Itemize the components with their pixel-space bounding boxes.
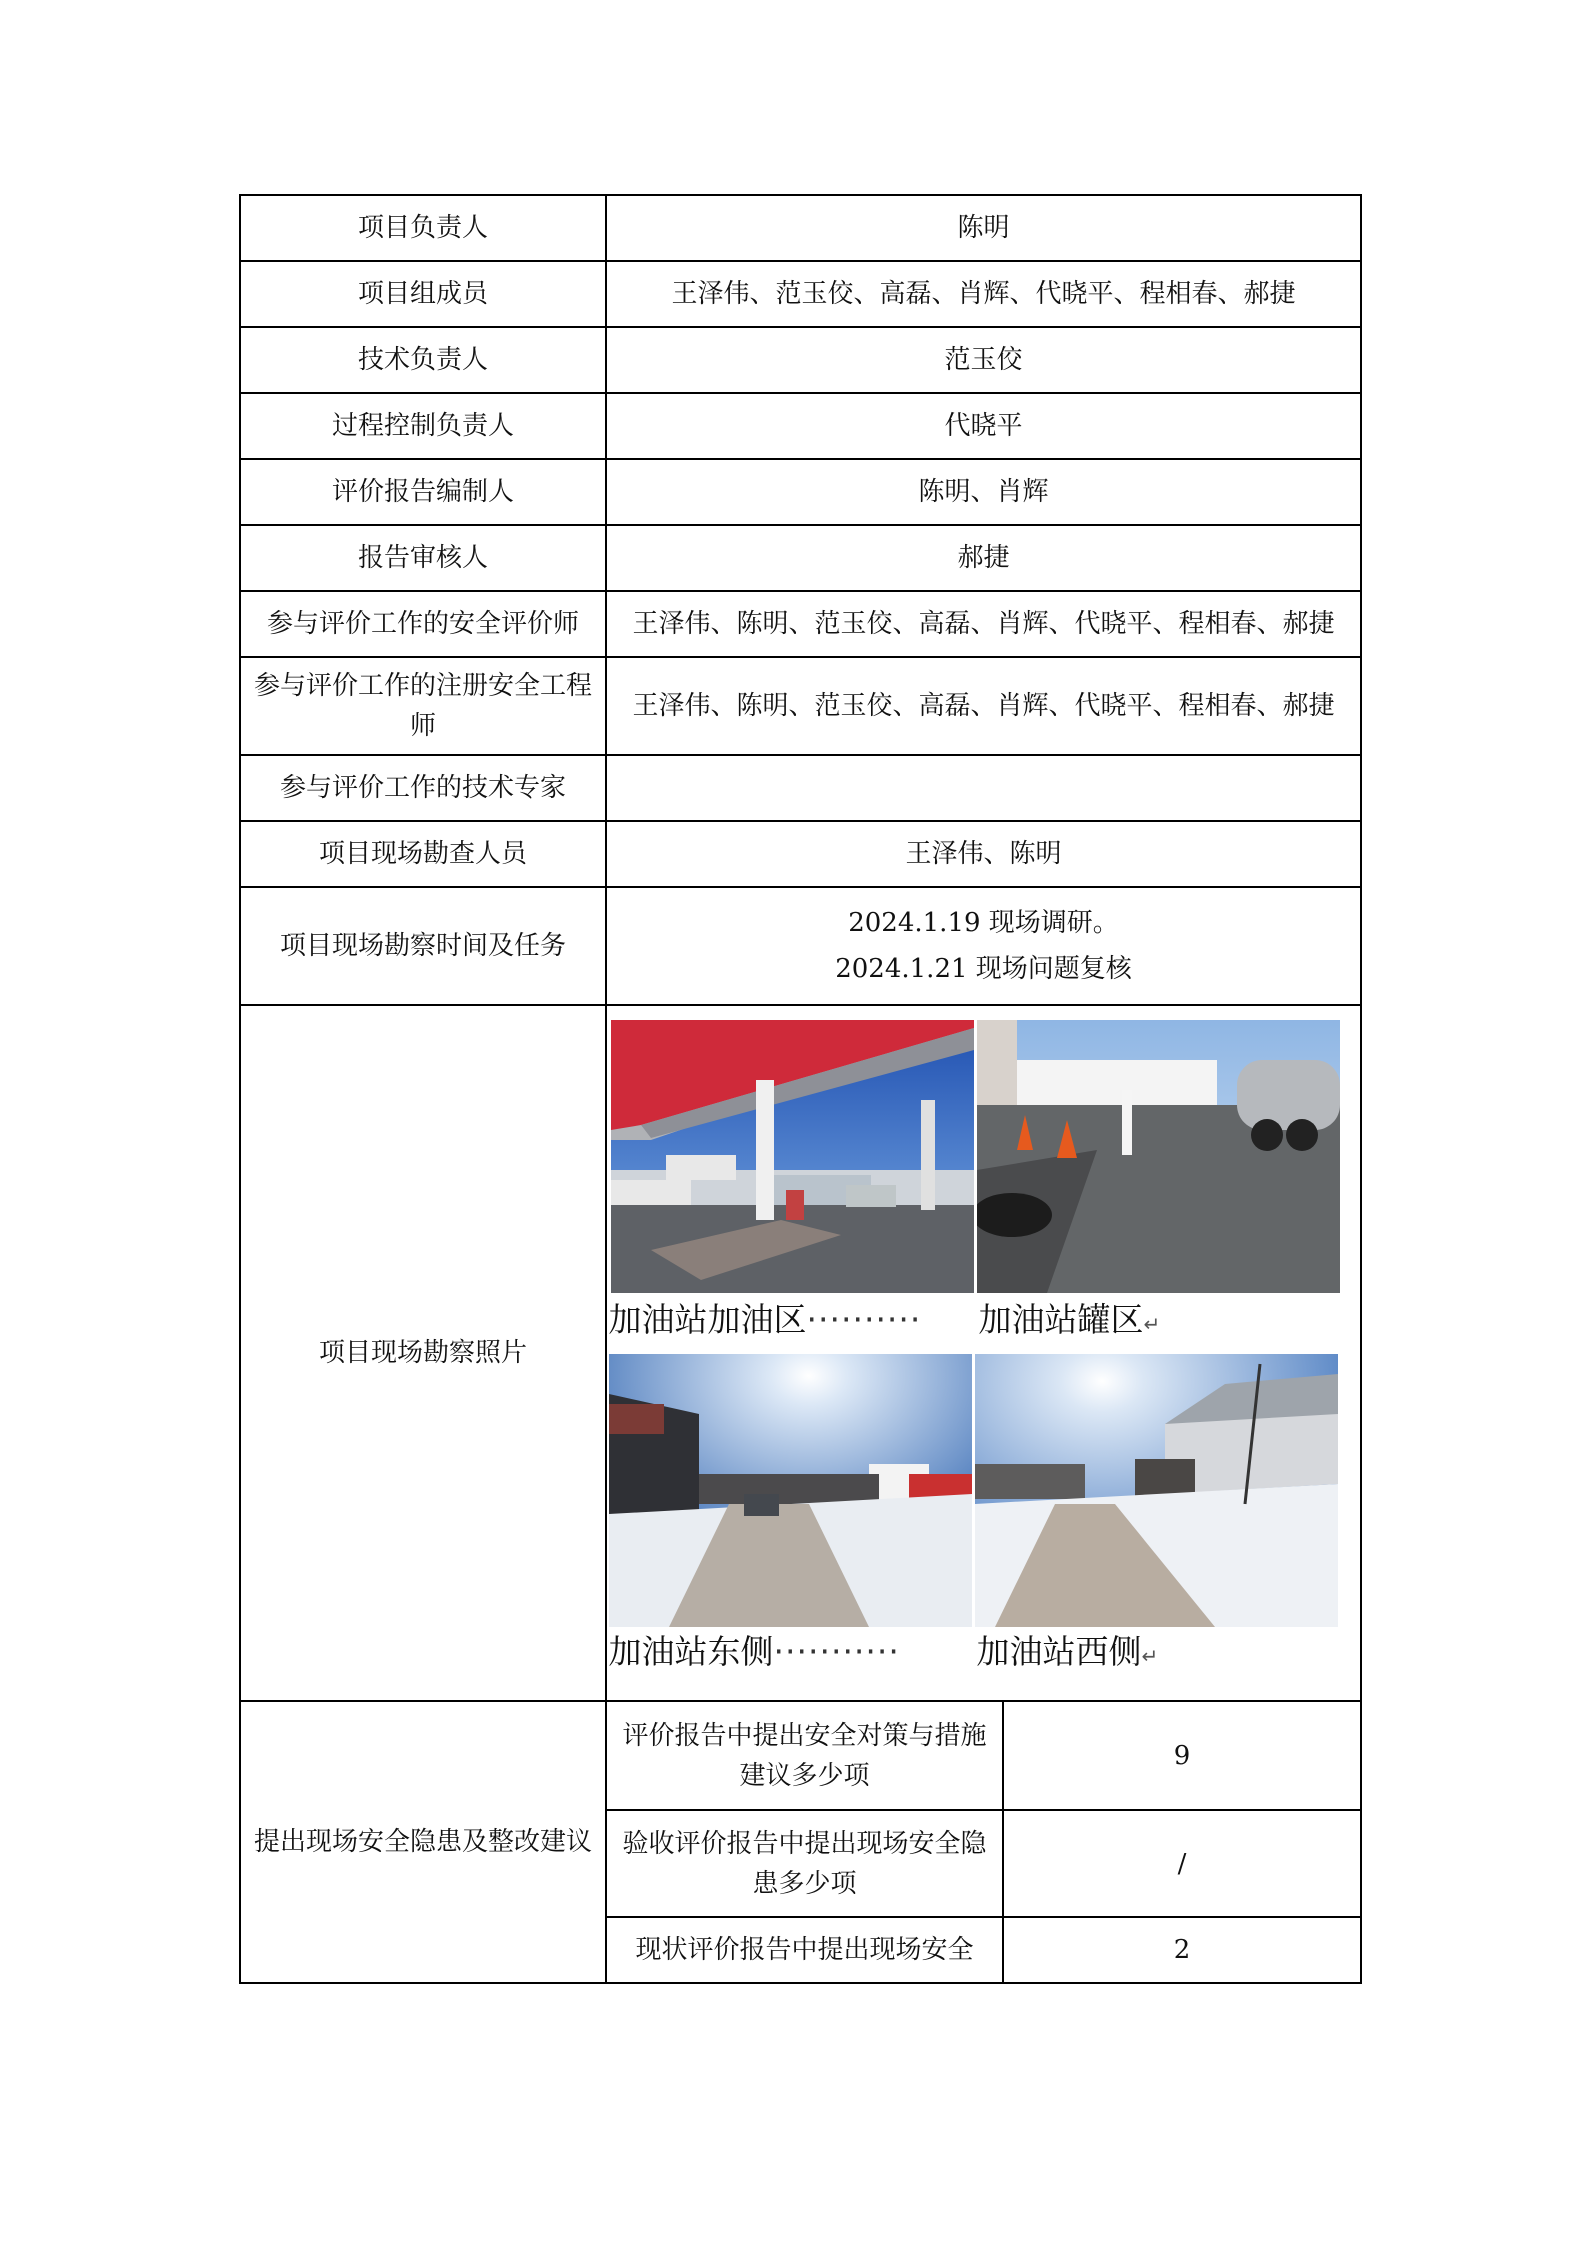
row-label: 参与评价工作的技术专家 — [240, 755, 606, 821]
row-value — [606, 755, 1361, 821]
row-label: 参与评价工作的注册安全工程师 — [240, 657, 606, 755]
row-value: 陈明 — [606, 195, 1361, 261]
row-value: 陈明、肖辉 — [606, 459, 1361, 525]
caption-tank-area: 加油站罐区↵ — [978, 1300, 1161, 1339]
table-row — [240, 821, 1361, 887]
photo-grid — [609, 1006, 1359, 1700]
survey-line-1: 2024.1.19 现场调研。 — [848, 908, 1119, 938]
table-row — [240, 887, 1361, 1005]
survey-time-label: 项目现场勘察时间及任务 — [240, 887, 606, 1005]
row-label: 项目现场勘查人员 — [240, 821, 606, 887]
row-value: 王泽伟、范玉佼、高磊、肖辉、代晓平、程相春、郝捷 — [606, 261, 1361, 327]
photos-cell — [606, 1005, 1361, 1701]
hazard-question: 评价报告中提出安全对策与措施建议多少项 — [606, 1701, 1003, 1810]
hazard-question: 验收评价报告中提出现场安全隐患多少项 — [606, 1810, 1003, 1917]
row-label: 技术负责人 — [240, 327, 606, 393]
table-row — [240, 591, 1361, 657]
row-label: 评价报告编制人 — [240, 459, 606, 525]
row-label: 报告审核人 — [240, 525, 606, 591]
table-row — [240, 1005, 1361, 1701]
hazards-label: 提出现场安全隐患及整改建议 — [240, 1701, 606, 1983]
row-value: 王泽伟、陈明、范玉佼、高磊、肖辉、代晓平、程相春、郝捷 — [606, 591, 1361, 657]
table-row — [240, 1701, 1361, 1810]
photo-tank-area — [977, 1020, 1340, 1293]
photo-east-side — [609, 1354, 972, 1627]
table-row — [240, 459, 1361, 525]
table-row — [240, 657, 1361, 755]
hazard-value: 9 — [1003, 1701, 1361, 1810]
row-label: 参与评价工作的安全评价师 — [240, 591, 606, 657]
photos-label: 项目现场勘察照片 — [240, 1005, 606, 1701]
row-label: 过程控制负责人 — [240, 393, 606, 459]
table-row — [240, 525, 1361, 591]
table-row — [240, 755, 1361, 821]
row-value: 王泽伟、陈明 — [606, 821, 1361, 887]
row-label: 项目负责人 — [240, 195, 606, 261]
row-value: 代晓平 — [606, 393, 1361, 459]
caption-east-side: 加油站东侧··········· — [608, 1632, 900, 1671]
row-value: 王泽伟、陈明、范玉佼、高磊、肖辉、代晓平、程相春、郝捷 — [606, 657, 1361, 755]
row-value: 范玉佼 — [606, 327, 1361, 393]
project-info-table — [239, 194, 1362, 1984]
row-value: 郝捷 — [606, 525, 1361, 591]
caption-west-side: 加油站西侧↵ — [976, 1632, 1159, 1671]
caption-fueling-area: 加油站加油区·········· — [608, 1300, 922, 1339]
hazard-question: 现状评价报告中提出现场安全 — [606, 1917, 1003, 1983]
photo-west-side — [975, 1354, 1338, 1627]
photo-fueling-area — [611, 1020, 974, 1293]
table-row — [240, 261, 1361, 327]
row-label: 项目组成员 — [240, 261, 606, 327]
survey-line-2: 2024.1.21 现场问题复核 — [835, 954, 1132, 984]
table-row — [240, 195, 1361, 261]
table-row — [240, 393, 1361, 459]
hazard-value: / — [1003, 1810, 1361, 1917]
table-row — [240, 327, 1361, 393]
hazard-value: 2 — [1003, 1917, 1361, 1983]
survey-time-value — [606, 887, 1361, 1005]
